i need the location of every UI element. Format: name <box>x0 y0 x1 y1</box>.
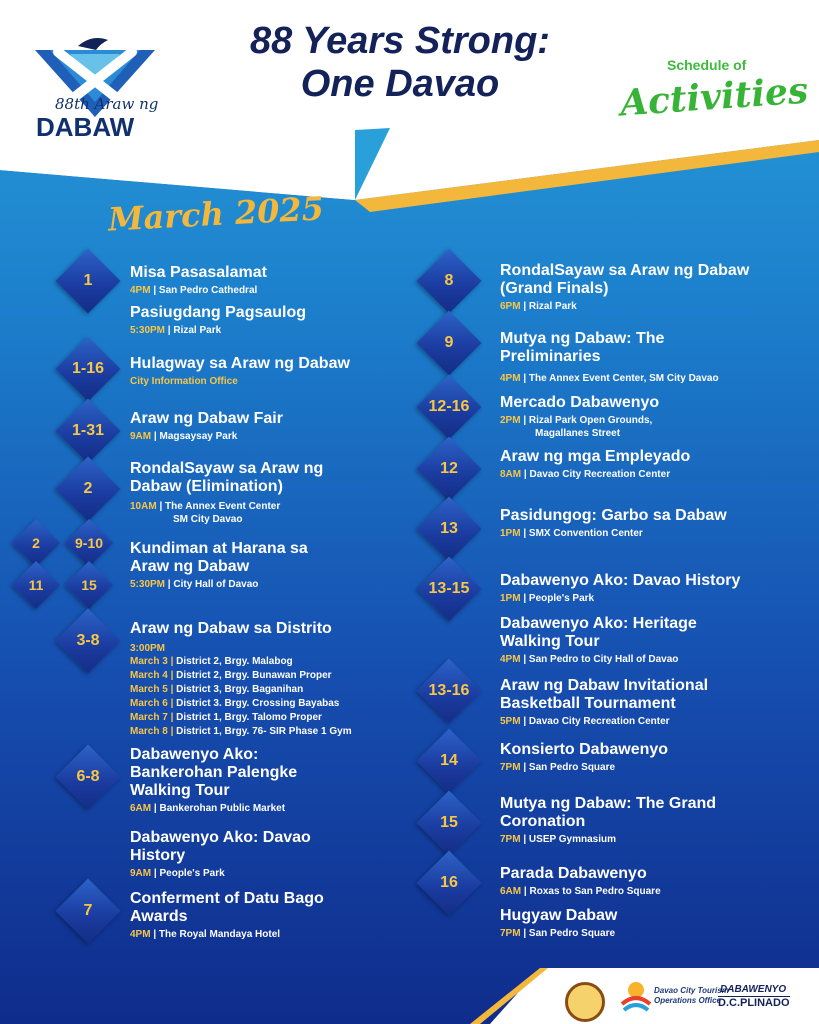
date-badge: 16 <box>416 850 482 916</box>
event-item: RondalSayaw sa Araw ng Dabaw (Grand Finals) 6PM | Rizal Park <box>500 262 750 312</box>
page-title: 88 Years Strong: One Davao <box>250 20 550 105</box>
logo-subtitle: 88th Araw ng <box>55 95 159 113</box>
date-badge: 9-10 <box>64 518 114 568</box>
date-badge: 2 <box>11 518 61 568</box>
event-item: Mutya ng Dabaw: The Preliminaries 4PM | The Annex Event Center, SM City Davao <box>500 330 719 384</box>
event-item: Conferment of Datu Bago Awards 4PM | The Royal Mandaya Hotel <box>130 890 324 940</box>
schedule-label: Schedule of <box>667 57 747 73</box>
event-item: Misa Pasasalamat 4PM | San Pedro Cathedral <box>130 264 267 296</box>
logo-title: DABAW <box>36 112 135 142</box>
city-seal-icon <box>565 982 605 1022</box>
date-badge: 1-16 <box>55 336 121 402</box>
date-badge: 2 <box>55 456 121 522</box>
tourism-office-name: Davao City Tourism Operations Office <box>654 986 729 1005</box>
month-heading: March 2025 <box>107 189 325 239</box>
date-badge: 3-8 <box>55 608 121 674</box>
date-badge: 1-31 <box>55 398 121 464</box>
brand-dcplinado: D.C.PLINADO <box>718 997 790 1009</box>
date-badge: 12 <box>416 436 482 502</box>
tourism-office-logo-icon <box>620 978 652 1014</box>
date-badge: 15 <box>64 560 114 610</box>
date-badge: 12-16 <box>416 374 482 440</box>
event-item: Kundiman at Harana sa Araw ng Dabaw 5:30PM | City Hall of Davao <box>130 540 308 590</box>
event-item: Araw ng Dabaw sa Distrito 3:00PM March 3 | District 2, Brgy. Malabog March 4 | District 2, Brgy. Bunawan Proper March 5 | District 3, Brgy. Baganihan March 6 | District 3. Brgy. Crossing Bayabas March 7 | District 1, Brgy. Talomo Proper March 8 | District 1, Brgy. 76- SIR Phase 1 Gym <box>130 620 352 737</box>
date-badge: 6-8 <box>55 744 121 810</box>
event-item: Mutya ng Dabaw: The Grand Coronation 7PM | USEP Gymnasium <box>500 795 717 845</box>
event-item: Araw ng Dabaw Fair 9AM | Magsaysay Park <box>130 410 283 442</box>
event-item: Konsierto Dabawenyo 7PM | San Pedro Square <box>500 741 669 773</box>
date-badge: 15 <box>416 790 482 856</box>
date-badge: 11 <box>11 560 61 610</box>
event-item: Dabawenyo Ako: Bankerohan Palengke Walking Tour 6AM | Bankerohan Public Market <box>130 746 298 814</box>
event-item: Hugyaw Dabaw 7PM | San Pedro Square <box>500 907 618 939</box>
event-item: Pasiugdang Pagsaulog 5:30PM | Rizal Park <box>130 304 307 336</box>
date-badge: 9 <box>416 310 482 376</box>
event-item: Pasidungog: Garbo sa Dabaw 1PM | SMX Convention Center <box>500 507 727 539</box>
date-badge: 1 <box>55 248 121 314</box>
date-badge: 7 <box>55 878 121 944</box>
event-item: Dabawenyo Ako: Davao History 1PM | People's Park <box>500 572 741 604</box>
event-item: Mercado Dabawenyo 2PM | Rizal Park Open Grounds, Magallanes Street <box>500 394 660 439</box>
event-item: Dabawenyo Ako: Davao History 9AM | People's Park <box>130 829 311 879</box>
event-item: RondalSayaw sa Araw ng Dabaw (Elimination) 10AM | The Annex Event Center SM City Davao <box>130 460 324 525</box>
district-schedule-table: March 3 | District 2, Brgy. Malabog March 4 | District 2, Brgy. Bunawan Proper March 5 | District 3, Brgy. Baganihan March 6 | District 3. Brgy. Crossing Bayabas March 7 | District 1, Brgy. Talomo Proper March 8 | District 1, Brgy. 76- SIR Phase 1 Gym <box>130 656 352 737</box>
event-item: Parada Dabawenyo 6AM | Roxas to San Pedro Square <box>500 865 661 897</box>
event-item: Hulagway sa Araw ng Dabaw City Information Office <box>130 355 350 387</box>
event-item: Araw ng Dabaw Invitational Basketball Tournament 5PM | Davao City Recreation Center <box>500 677 709 727</box>
date-badge: 8 <box>416 248 482 314</box>
date-badge: 13-16 <box>416 658 482 724</box>
date-badge: 13 <box>416 496 482 562</box>
event-item: Dabawenyo Ako: Heritage Walking Tour 4PM | San Pedro to City Hall of Davao <box>500 615 697 665</box>
date-badge: 14 <box>416 728 482 794</box>
event-item: Araw ng mga Empleyado 8AM | Davao City Recreation Center <box>500 448 691 480</box>
date-badge: 13-15 <box>416 556 482 622</box>
schedule-script-heading: Activities <box>618 69 810 125</box>
brand-dabawenyo: DABAWENYO <box>720 984 787 995</box>
